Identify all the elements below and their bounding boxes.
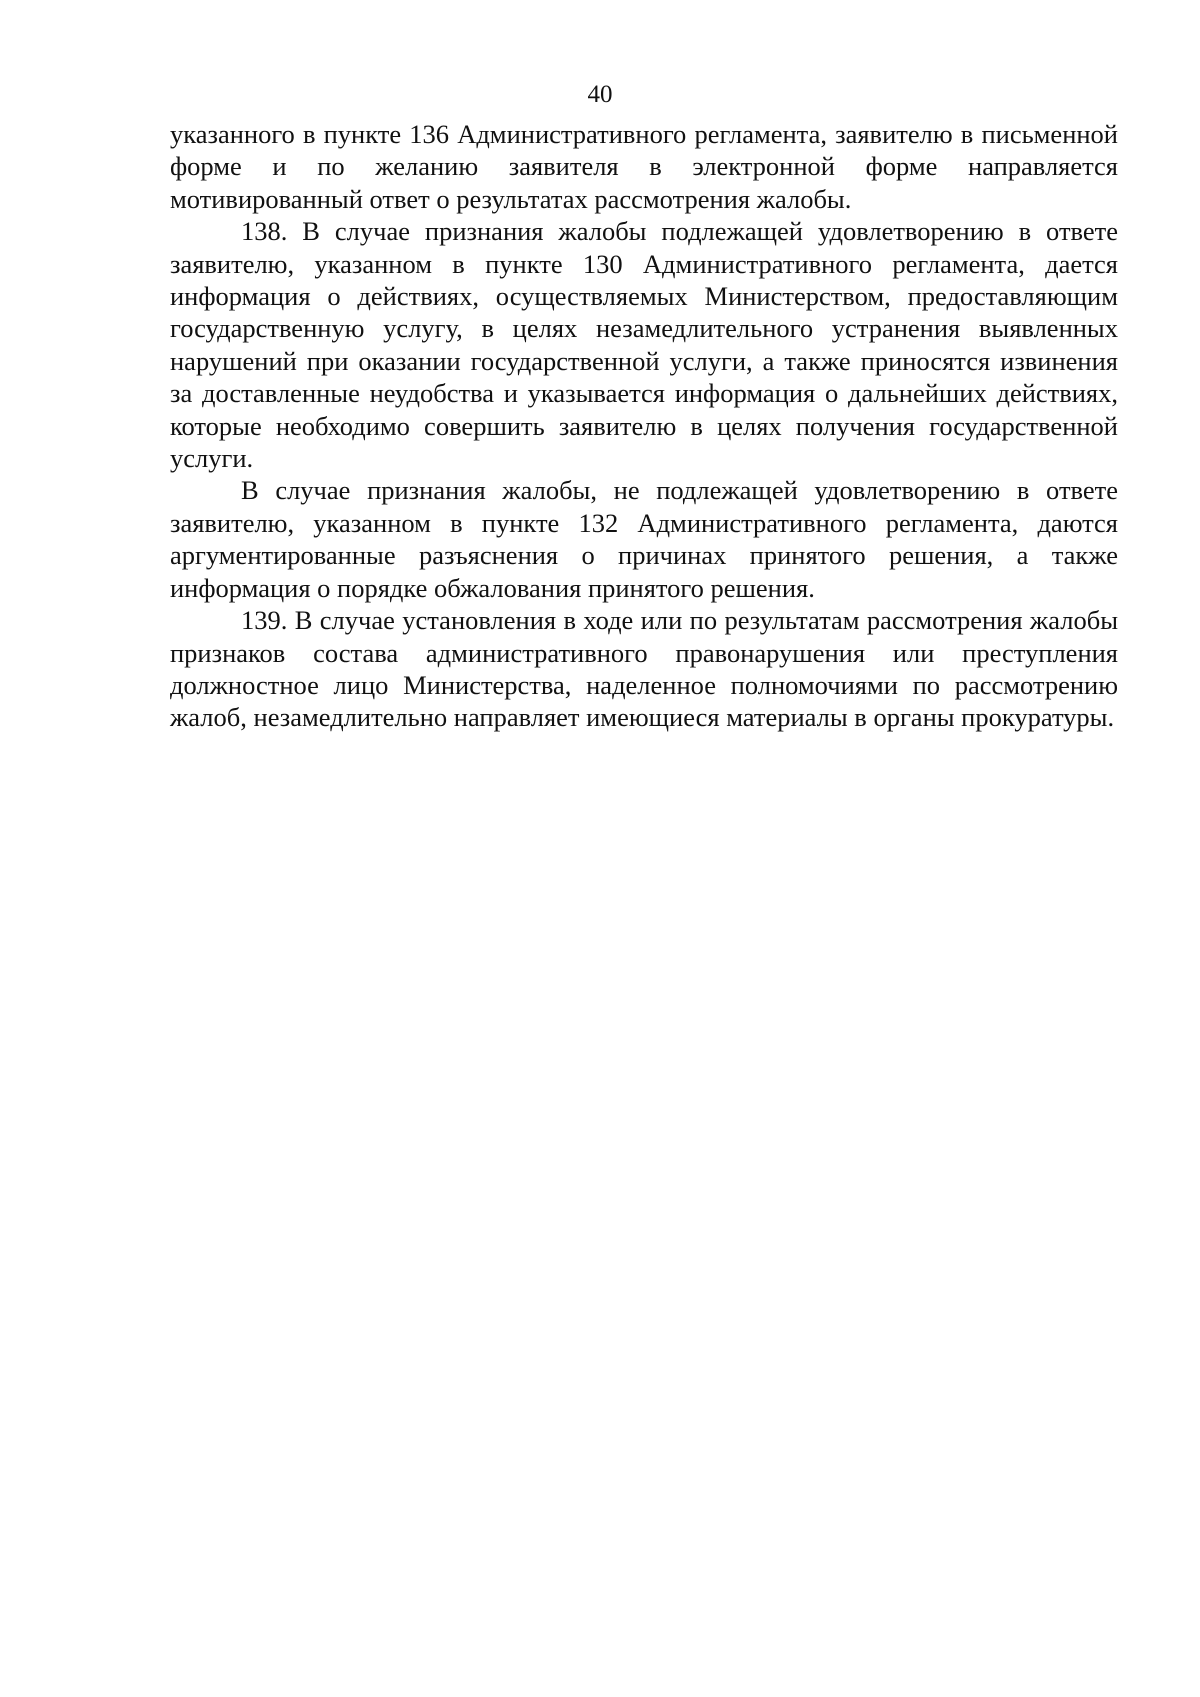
paragraph-refusal: В случае признания жалобы, не подлежащей удовлетворению в ответе заявителю, указанном в пункте 132 Административного регламента, даются аргументированные разъяснения о причинах принятого решения, а также информация о порядке обжалования принятого решения. <box>170 475 1118 603</box>
paragraph-item-139: 139. В случае установления в ходе или по результатам рассмотрения жалобы признаков состава административного правонарушения или преступления должностное лицо Министерства, наделенное полномочиями по рассмотрению жалоб, незамедлительно направляет имеющиеся материалы в органы прокуратуры. <box>170 605 1118 733</box>
paragraph-item-138: 138. В случае признания жалобы подлежащей удовлетворению в ответе заявителю, указанном в пункте 130 Административного регламента, дается информация о действиях, осуществляемых Министерством, предоставляющим государственную услугу, в целях незамедлительного устранения выявленных нарушений при оказании государственной услуги, а также приносятся извинения за доставленные неудобства и указывается информация о дальнейших действиях, которые необходимо совершить заявителю в целях получения государственной услуги. <box>170 216 1118 474</box>
document-body <box>170 118 1118 734</box>
page-number: 40 <box>587 81 613 108</box>
paragraph-continuation: указанного в пункте 136 Административного регламента, заявителю в письменной форме и по желанию заявителя в электронной форме направляется мотивированный ответ о результатах рассмотрения жалобы. <box>170 119 1118 214</box>
